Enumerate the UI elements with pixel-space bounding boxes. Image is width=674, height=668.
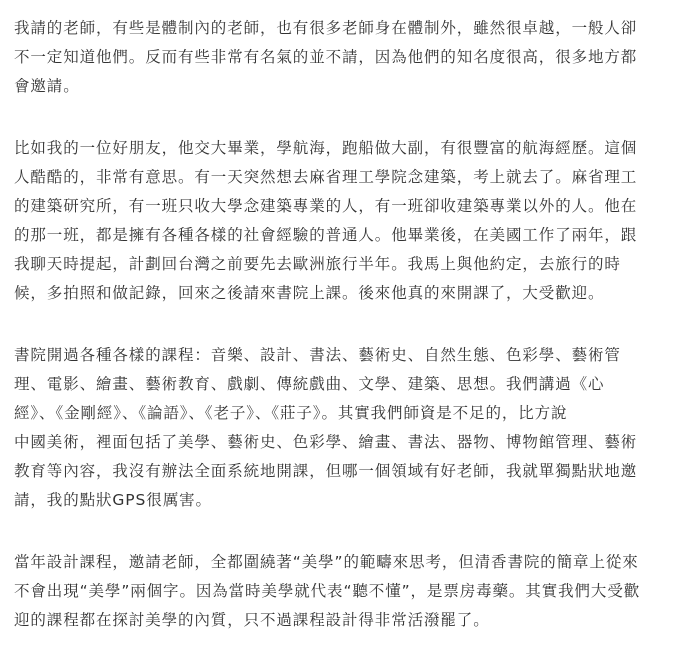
text-line: 教育等內容，我沒有辦法全面系統地開課，但哪一個領域有好老師，我就單獨點狀地邀 <box>14 462 638 480</box>
text-line: 迎的課程都在探討美學的內質，只不過課程設計得非常活潑罷了。 <box>14 611 490 629</box>
text-line: 書院開過各種各樣的課程：音樂、設計、書法、藝術史、自然生態、色彩學、藝術管 <box>14 346 621 364</box>
text-line: 我聊天時提起，計劃回台灣之前要先去歐洲旅行半年。我馬上與他約定，去旅行的時 <box>14 255 621 273</box>
text-line: 理、電影、繪畫、藝術教育、戲劇、傳統戲曲、文學、建築、思想。我們講過《心 <box>14 375 605 393</box>
paragraph-1 <box>14 14 664 101</box>
text-line: 的那一班，都是擁有各種各樣的社會經驗的普通人。他畢業後，在美國工作了兩年，跟 <box>14 226 638 244</box>
text-line: 會邀請。 <box>14 77 80 95</box>
text-line: 候，多拍照和做記錄，回來之後請來書院上課。後來他真的來開課了，大受歡迎。 <box>14 284 605 302</box>
text-line: 經》、《金剛經》、《論語》、《老子》、《莊子》。其實我們師資是不足的，比方說 <box>14 404 568 422</box>
article-body <box>14 14 664 668</box>
text-line: 我請的老師，有些是體制內的老師，也有很多老師身在體制外，雖然很卓越，一般人卻 <box>14 19 638 37</box>
text-line: 不會出現“美學”兩個字。因為當時美學就代表“聽不懂”，是票房毒藥。其實我們大受歡 <box>14 582 641 600</box>
text-line: 中國美術，裡面包括了美學、藝術史、色彩學、繪畫、書法、器物、博物館管理、藝術 <box>14 433 638 451</box>
text-line: 當年設計課程，邀請老師，全都圍繞著“美學”的範疇來思考，但清香書院的簡章上從來 <box>14 553 639 571</box>
text-line: 的建築研究所，有一班只收大學念建築專業的人，有一班卻收建築專業以外的人。他在 <box>14 197 638 215</box>
paragraph-2 <box>14 134 664 308</box>
paragraph-4 <box>14 548 664 635</box>
paragraph-3 <box>14 341 664 515</box>
text-line: 請，我的點狀GPS很厲害。 <box>14 491 212 509</box>
text-line: 人酷酷的，非常有意思。有一天突然想去麻省理工學院念建築，考上就去了。麻省理工 <box>14 168 638 186</box>
text-line: 不一定知道他們。反而有些非常有名氣的並不請，因為他們的知名度很高，很多地方都 <box>14 48 638 66</box>
text-line: 比如我的一位好朋友，他交大畢業，學航海，跑船做大副，有很豐富的航海經歷。這個 <box>14 139 638 157</box>
